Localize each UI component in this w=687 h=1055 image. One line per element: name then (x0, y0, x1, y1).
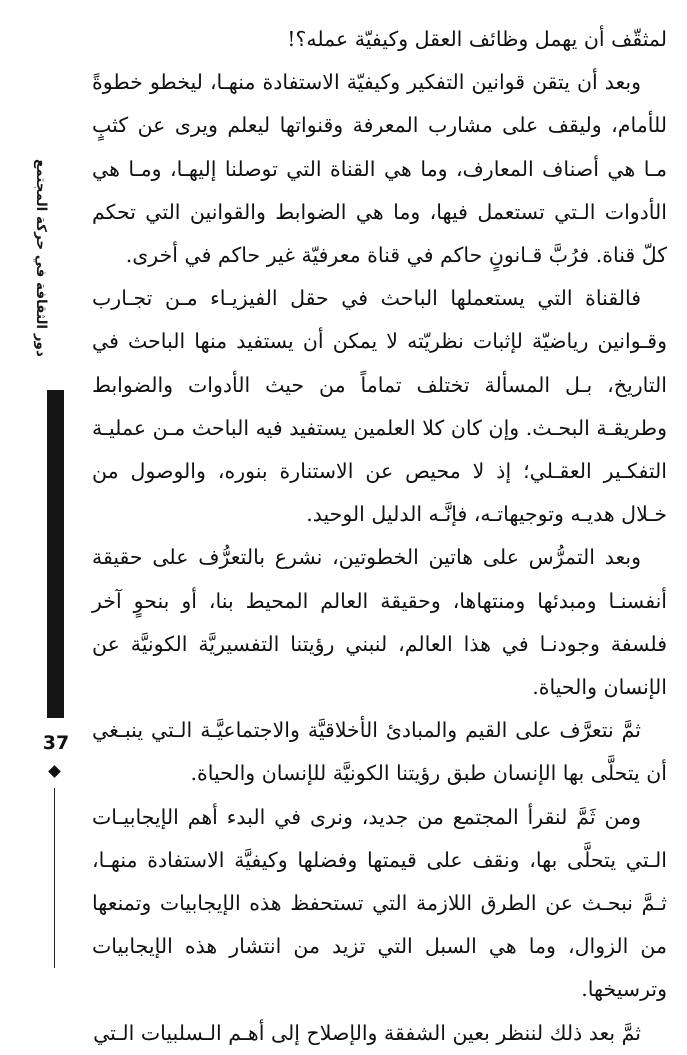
body-text (92, 18, 667, 1055)
paragraph: ثمَّ بعد ذلك لننظر بعين الشفقة والإصلاح إلى أهـم الـسلبيات الـتي (93, 1020, 641, 1045)
paragraph-continuation: لمثقّف أن يهمل وظائف العقل وكيفيّة عمله؟! (287, 27, 667, 51)
running-title-text: دور الثقافة في حركة المجتمع (33, 159, 49, 357)
diamond-ornament-icon (48, 765, 61, 778)
margin-bar (47, 390, 64, 718)
paragraph: ومن ثَمَّ لنقرأ المجتمع من جديد، ونرى في البدء أهم الإيجابيـات الـتي يتحلَّى بها، ونقف على قيمتها وفضلها وكيفيَّة الاستفادة منهـا، ثـمَّ نبحـث عن الطرق اللازمة التي تستحفظ هذه الإيجابيات وتمنعها من الزوال، وما هي السبل التي تزيد من انتشار هذه الإيجابيات وترسيخها. (92, 804, 667, 1002)
page-number: 37 (42, 732, 70, 754)
paragraph: فالقناة التي يستعملها الباحث في حقل الفيزيـاء مـن تجـارب وقـوانين رياضيّة لإثبات نظريّته لا يمكن أن يستفيد منها الباحث في التاريخ، بـل المسألة تختلف تماماً من حيث الأدوات والضوابط وطريقـة البحـث. وإن كان كلا العلمين يستفيد فيه الباحث مـن عمليـة التفكـير العقـلي؛ إذ لا محيص عن الاستنارة بنوره، والوصول من خـلال هديـه وتوجيهاتـه، فإنَّـه الدليل الوحيد. (92, 286, 667, 527)
paragraph: وبعد أن يتقن قوانين التفكير وكيفيّة الاستفادة منهـا، ليخطو خطوةً للأمام، وليقف على مشارب المعرفة وقنواتها ليعلم ويرى عن كثبٍ مـا هي أصناف المعارف، وما هي القناة التي توصلنا إليهـا، ومـا هي الأدوات الـتي تستعمل فيها، وما هي الضوابط والقوانين التي تحكم كلّ قناة. فرُبَّ قـانونٍ حاكم في قناة معرفيّة غير حاكم في أخرى. (92, 70, 667, 268)
paragraph: ثمَّ نتعرَّف على القيم والمبادئ الأخلاقيَّة والاجتماعيَّـة الـتي ينبـغي أن يتحلَّى بها الإنسان طبق رؤيتنا الكونيَّة للإنسان والحياة. (92, 718, 667, 786)
running-title (16, 158, 66, 358)
margin-rule (54, 788, 55, 968)
paragraph: وبعد التمرُّس على هاتين الخطوتين، نشرع بالتعرُّف على حقيقة أنفسنـا ومبدئها ومنتهاها، وحقيقة العالم المحيط بنا، أو بنحوٍ آخر فلسفة وجودنـا في هذا العالم، لنبني رؤيتنا التفسيريَّة الكونيَّة عن الإنسان والحياة. (92, 545, 667, 700)
